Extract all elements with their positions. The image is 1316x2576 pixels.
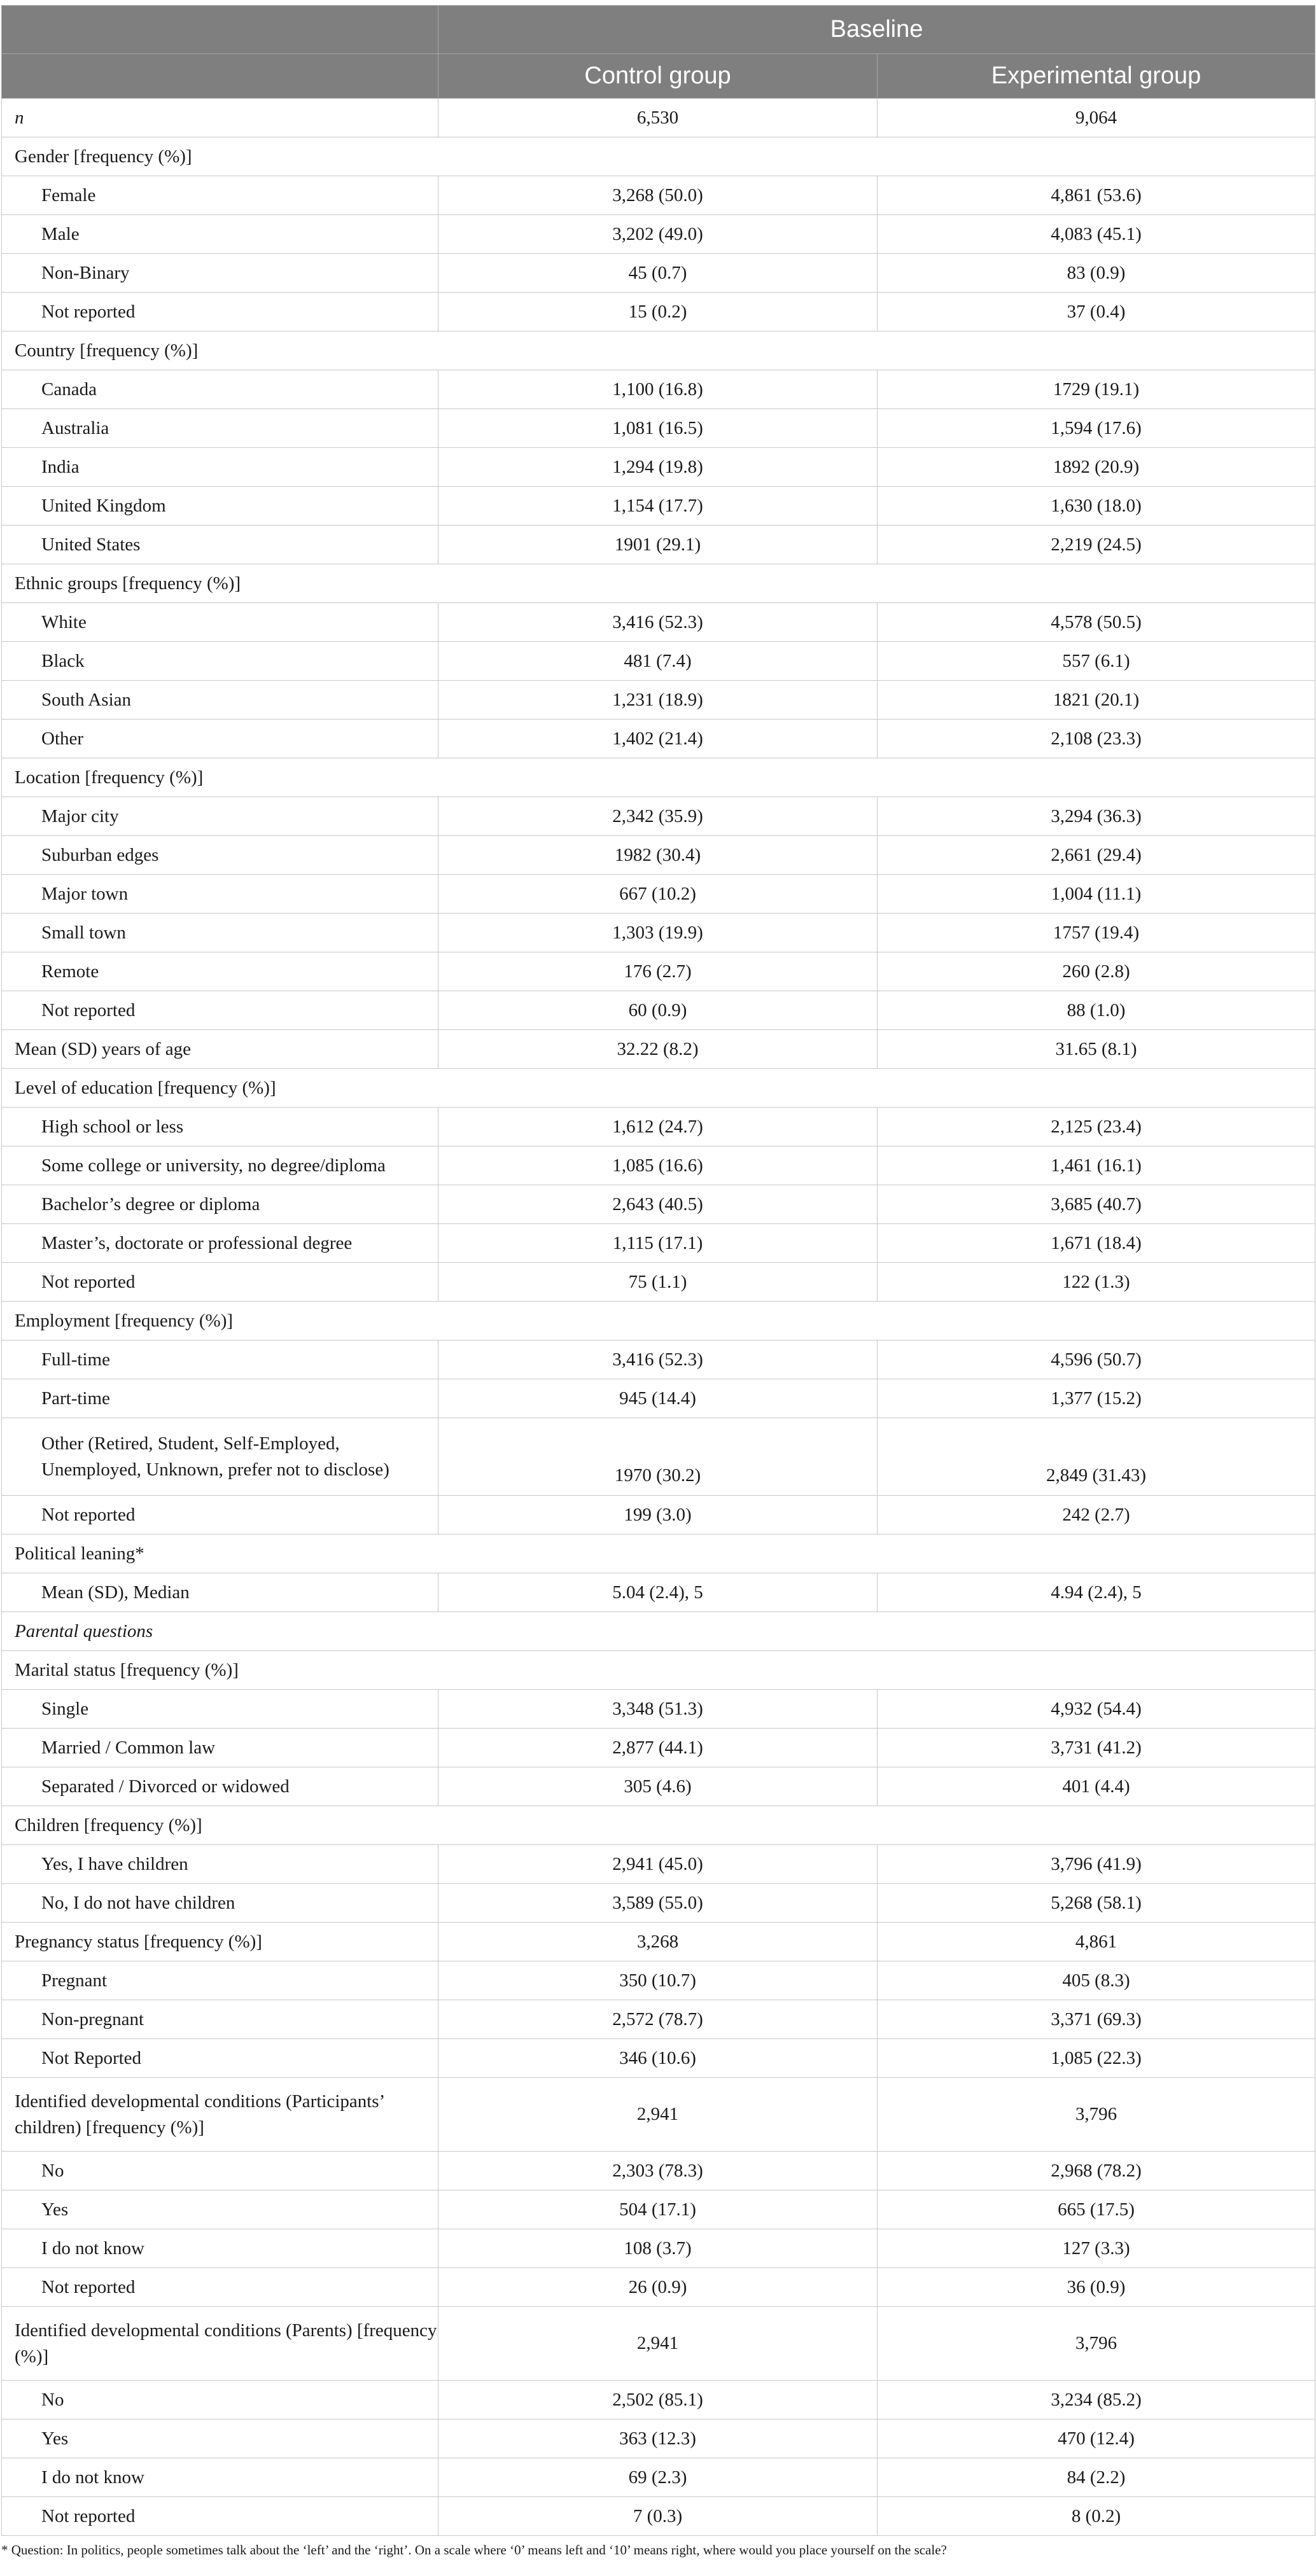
table-row [2, 1767, 1315, 1806]
control-value: 1,154 (17.7) [438, 487, 878, 526]
control-value: 1,612 (24.7) [438, 1108, 878, 1146]
control-value: 3,589 (55.0) [438, 1884, 878, 1923]
experimental-value: 2,219 (24.5) [878, 526, 1315, 564]
header-control-group: Control group [438, 54, 878, 99]
experimental-value: 9,064 [878, 99, 1315, 137]
control-value: 69 (2.3) [438, 2458, 878, 2497]
table-row [2, 2458, 1315, 2497]
row-label: Other [2, 720, 438, 758]
table-row [2, 1961, 1315, 2000]
row-label: Master’s, doctorate or professional degree [2, 1224, 438, 1263]
row-label: Remote [2, 952, 438, 991]
experimental-value: 1,671 (18.4) [878, 1224, 1315, 1263]
table-row [2, 2000, 1315, 2039]
experimental-value: 2,125 (23.4) [878, 1108, 1315, 1146]
experimental-value: 3,796 [878, 2307, 1315, 2381]
experimental-value: 2,108 (23.3) [878, 720, 1315, 758]
table-row [2, 564, 1315, 603]
control-value: 2,502 (85.1) [438, 2381, 878, 2419]
row-label: Non-pregnant [2, 2000, 438, 2039]
header-row-group [2, 6, 1315, 54]
row-label: United States [2, 526, 438, 564]
table-row [2, 331, 1315, 370]
control-value: 2,303 (78.3) [438, 2152, 878, 2190]
experimental-value: 84 (2.2) [878, 2458, 1315, 2497]
header-empty-cell [2, 6, 438, 54]
control-value: 305 (4.6) [438, 1767, 878, 1806]
experimental-value: 1729 (19.1) [878, 370, 1315, 409]
experimental-value: 88 (1.0) [878, 991, 1315, 1030]
row-label: Mean (SD) years of age [2, 1030, 438, 1069]
row-label: Identified developmental conditions (Participants’ children) [frequency (%)] [2, 2078, 438, 2152]
control-value: 6,530 [438, 99, 878, 137]
table-row [2, 2229, 1315, 2268]
row-label: n [2, 99, 438, 137]
table-row [2, 448, 1315, 487]
table-row [2, 2307, 1315, 2381]
control-value: 45 (0.7) [438, 254, 878, 293]
control-value: 2,643 (40.5) [438, 1185, 878, 1224]
row-label: Not reported [2, 1263, 438, 1302]
control-value: 7 (0.3) [438, 2497, 878, 2536]
experimental-value: 36 (0.9) [878, 2268, 1315, 2307]
control-value: 26 (0.9) [438, 2268, 878, 2307]
table-row [2, 642, 1315, 681]
section-label: Location [frequency (%)] [2, 758, 1315, 797]
control-value: 1901 (29.1) [438, 526, 878, 564]
experimental-value: 3,371 (69.3) [878, 2000, 1315, 2039]
table-row [2, 487, 1315, 526]
experimental-value: 3,796 (41.9) [878, 1845, 1315, 1884]
row-label: Not reported [2, 293, 438, 331]
row-label: South Asian [2, 681, 438, 720]
row-label: Married / Common law [2, 1729, 438, 1767]
experimental-value: 1,461 (16.1) [878, 1146, 1315, 1185]
row-label: Not reported [2, 2268, 438, 2307]
experimental-value: 1,085 (22.3) [878, 2039, 1315, 2078]
section-label: Gender [frequency (%)] [2, 137, 1315, 176]
experimental-value: 3,294 (36.3) [878, 797, 1315, 836]
table-row [2, 1690, 1315, 1729]
table-row [2, 1030, 1315, 1069]
row-label: Other (Retired, Student, Self-Employed, Unemployed, Unknown, prefer not to disclose) [2, 1418, 438, 1496]
table-row [2, 2497, 1315, 2536]
table-row [2, 681, 1315, 720]
control-value: 32.22 (8.2) [438, 1030, 878, 1069]
experimental-value: 1821 (20.1) [878, 681, 1315, 720]
row-label: No, I do not have children [2, 1884, 438, 1923]
table-row [2, 1146, 1315, 1185]
table-row [2, 1651, 1315, 1690]
control-value: 1,081 (16.5) [438, 409, 878, 448]
header-row-columns [2, 54, 1315, 99]
table-row [2, 1884, 1315, 1923]
experimental-value: 2,968 (78.2) [878, 2152, 1315, 2190]
table-row [2, 1729, 1315, 1767]
table-row [2, 1108, 1315, 1146]
row-label: Yes [2, 2190, 438, 2229]
table-row [2, 526, 1315, 564]
experimental-value: 4.94 (2.4), 5 [878, 1573, 1315, 1612]
section-label: Ethnic groups [frequency (%)] [2, 564, 1315, 603]
row-label: Canada [2, 370, 438, 409]
row-label: I do not know [2, 2229, 438, 2268]
table-row [2, 2039, 1315, 2078]
experimental-value: 405 (8.3) [878, 1961, 1315, 2000]
control-value: 481 (7.4) [438, 642, 878, 681]
row-label: White [2, 603, 438, 642]
table-row [2, 991, 1315, 1030]
control-value: 2,572 (78.7) [438, 2000, 878, 2039]
table-row [2, 409, 1315, 448]
table-row [2, 1845, 1315, 1884]
control-value: 1,115 (17.1) [438, 1224, 878, 1263]
control-value: 2,342 (35.9) [438, 797, 878, 836]
control-value: 667 (10.2) [438, 875, 878, 914]
table-row [2, 2419, 1315, 2458]
control-value: 1970 (30.2) [438, 1418, 878, 1496]
experimental-value: 4,861 [878, 1923, 1315, 1961]
experimental-value: 3,234 (85.2) [878, 2381, 1315, 2419]
experimental-value: 37 (0.4) [878, 293, 1315, 331]
control-value: 346 (10.6) [438, 2039, 878, 2078]
row-label: Non-Binary [2, 254, 438, 293]
experimental-value: 31.65 (8.1) [878, 1030, 1315, 1069]
row-label: Not reported [2, 2497, 438, 2536]
header-experimental-group: Experimental group [878, 54, 1315, 99]
control-value: 1,402 (21.4) [438, 720, 878, 758]
section-label: Country [frequency (%)] [2, 331, 1315, 370]
table-row [2, 2381, 1315, 2419]
row-label: Not Reported [2, 2039, 438, 2078]
row-label: Mean (SD), Median [2, 1573, 438, 1612]
table-row [2, 758, 1315, 797]
table-row [2, 1379, 1315, 1418]
row-label: Major town [2, 875, 438, 914]
table-row [2, 2078, 1315, 2152]
demographics-table-container [1, 5, 1315, 2536]
table-row [2, 2190, 1315, 2229]
experimental-value: 8 (0.2) [878, 2497, 1315, 2536]
row-label: High school or less [2, 1108, 438, 1146]
row-label: No [2, 2152, 438, 2190]
table-row [2, 293, 1315, 331]
experimental-value: 1,004 (11.1) [878, 875, 1315, 914]
experimental-value: 4,596 (50.7) [878, 1340, 1315, 1379]
row-label: Major city [2, 797, 438, 836]
table-row [2, 914, 1315, 952]
experimental-value: 4,083 (45.1) [878, 215, 1315, 254]
control-value: 1,085 (16.6) [438, 1146, 878, 1185]
experimental-value: 3,796 [878, 2078, 1315, 2152]
control-value: 15 (0.2) [438, 293, 878, 331]
row-label: Part-time [2, 1379, 438, 1418]
row-label: Yes, I have children [2, 1845, 438, 1884]
table-row [2, 875, 1315, 914]
table-row [2, 137, 1315, 176]
table-row [2, 836, 1315, 875]
control-value: 2,941 [438, 2078, 878, 2152]
table-row [2, 1185, 1315, 1224]
control-value: 3,268 [438, 1923, 878, 1961]
control-value: 108 (3.7) [438, 2229, 878, 2268]
section-label: Level of education [frequency (%)] [2, 1069, 1315, 1108]
table-row [2, 603, 1315, 642]
table-row [2, 1612, 1315, 1651]
control-value: 1,100 (16.8) [438, 370, 878, 409]
row-label: I do not know [2, 2458, 438, 2497]
row-label: United Kingdom [2, 487, 438, 526]
row-label: Not reported [2, 991, 438, 1030]
experimental-value: 242 (2.7) [878, 1496, 1315, 1535]
header-empty-cell [2, 54, 438, 99]
table-row [2, 1573, 1315, 1612]
table-row [2, 797, 1315, 836]
row-label: Black [2, 642, 438, 681]
table-row [2, 1535, 1315, 1573]
experimental-value: 83 (0.9) [878, 254, 1315, 293]
control-value: 504 (17.1) [438, 2190, 878, 2229]
table-row [2, 1806, 1315, 1845]
experimental-value: 1757 (19.4) [878, 914, 1315, 952]
control-value: 5.04 (2.4), 5 [438, 1573, 878, 1612]
experimental-value: 2,849 (31.43) [878, 1418, 1315, 1496]
table-row [2, 1496, 1315, 1535]
table-row [2, 1418, 1315, 1496]
experimental-value: 127 (3.3) [878, 2229, 1315, 2268]
section-label: Employment [frequency (%)] [2, 1302, 1315, 1340]
experimental-value: 5,268 (58.1) [878, 1884, 1315, 1923]
table-row [2, 1340, 1315, 1379]
experimental-value: 401 (4.4) [878, 1767, 1315, 1806]
table-row [2, 2152, 1315, 2190]
control-value: 60 (0.9) [438, 991, 878, 1030]
control-value: 1,303 (19.9) [438, 914, 878, 952]
section-label: Children [frequency (%)] [2, 1806, 1315, 1845]
control-value: 1,231 (18.9) [438, 681, 878, 720]
control-value: 1982 (30.4) [438, 836, 878, 875]
row-label: Male [2, 215, 438, 254]
table-row [2, 2268, 1315, 2307]
control-value: 3,268 (50.0) [438, 176, 878, 215]
experimental-value: 1892 (20.9) [878, 448, 1315, 487]
experimental-value: 4,861 (53.6) [878, 176, 1315, 215]
control-value: 3,416 (52.3) [438, 1340, 878, 1379]
table-row [2, 99, 1315, 137]
section-label: Parental questions [2, 1612, 1315, 1651]
table-row [2, 215, 1315, 254]
experimental-value: 557 (6.1) [878, 642, 1315, 681]
experimental-value: 122 (1.3) [878, 1263, 1315, 1302]
table-row [2, 254, 1315, 293]
row-label: Pregnant [2, 1961, 438, 2000]
row-label: Single [2, 1690, 438, 1729]
experimental-value: 470 (12.4) [878, 2419, 1315, 2458]
experimental-value: 665 (17.5) [878, 2190, 1315, 2229]
table-row [2, 1263, 1315, 1302]
control-value: 945 (14.4) [438, 1379, 878, 1418]
control-value: 3,348 (51.3) [438, 1690, 878, 1729]
row-label: Identified developmental conditions (Parents) [frequency (%)] [2, 2307, 438, 2381]
row-label: Full-time [2, 1340, 438, 1379]
table-row [2, 1923, 1315, 1961]
experimental-value: 1,594 (17.6) [878, 409, 1315, 448]
control-value: 2,941 [438, 2307, 878, 2381]
row-label: Suburban edges [2, 836, 438, 875]
section-label: Marital status [frequency (%)] [2, 1651, 1315, 1690]
control-value: 2,941 (45.0) [438, 1845, 878, 1884]
row-label: Some college or university, no degree/diploma [2, 1146, 438, 1185]
experimental-value: 3,731 (41.2) [878, 1729, 1315, 1767]
table-row [2, 1302, 1315, 1340]
control-value: 2,877 (44.1) [438, 1729, 878, 1767]
table-row [2, 952, 1315, 991]
experimental-value: 1,377 (15.2) [878, 1379, 1315, 1418]
row-label: Bachelor’s degree or diploma [2, 1185, 438, 1224]
row-label: Small town [2, 914, 438, 952]
experimental-value: 260 (2.8) [878, 952, 1315, 991]
experimental-value: 4,578 (50.5) [878, 603, 1315, 642]
experimental-value: 1,630 (18.0) [878, 487, 1315, 526]
control-value: 3,202 (49.0) [438, 215, 878, 254]
row-label: No [2, 2381, 438, 2419]
row-label: India [2, 448, 438, 487]
experimental-value: 3,685 (40.7) [878, 1185, 1315, 1224]
control-value: 1,294 (19.8) [438, 448, 878, 487]
row-label: Australia [2, 409, 438, 448]
control-value: 75 (1.1) [438, 1263, 878, 1302]
table-row [2, 720, 1315, 758]
header-baseline: Baseline [438, 6, 1315, 54]
row-label: Yes [2, 2419, 438, 2458]
row-label: Separated / Divorced or widowed [2, 1767, 438, 1806]
row-label: Pregnancy status [frequency (%)] [2, 1923, 438, 1961]
table-row [2, 1069, 1315, 1108]
table-header [2, 6, 1315, 99]
experimental-value: 2,661 (29.4) [878, 836, 1315, 875]
control-value: 363 (12.3) [438, 2419, 878, 2458]
control-value: 350 (10.7) [438, 1961, 878, 2000]
row-label: Female [2, 176, 438, 215]
table-row [2, 370, 1315, 409]
row-label: Not reported [2, 1496, 438, 1535]
control-value: 199 (3.0) [438, 1496, 878, 1535]
table-footnote: * Question: In politics, people sometimes talk about the ‘left’ and the ‘right’. On a scale where ‘0’ means left and ‘10’ means right, where would you place yourself on the scale? [1, 2542, 947, 2558]
control-value: 176 (2.7) [438, 952, 878, 991]
section-label: Political leaning* [2, 1535, 1315, 1573]
table-row [2, 1224, 1315, 1263]
control-value: 3,416 (52.3) [438, 603, 878, 642]
table-row [2, 176, 1315, 215]
experimental-value: 4,932 (54.4) [878, 1690, 1315, 1729]
demographics-table [1, 5, 1315, 2536]
table-body [2, 99, 1315, 2536]
